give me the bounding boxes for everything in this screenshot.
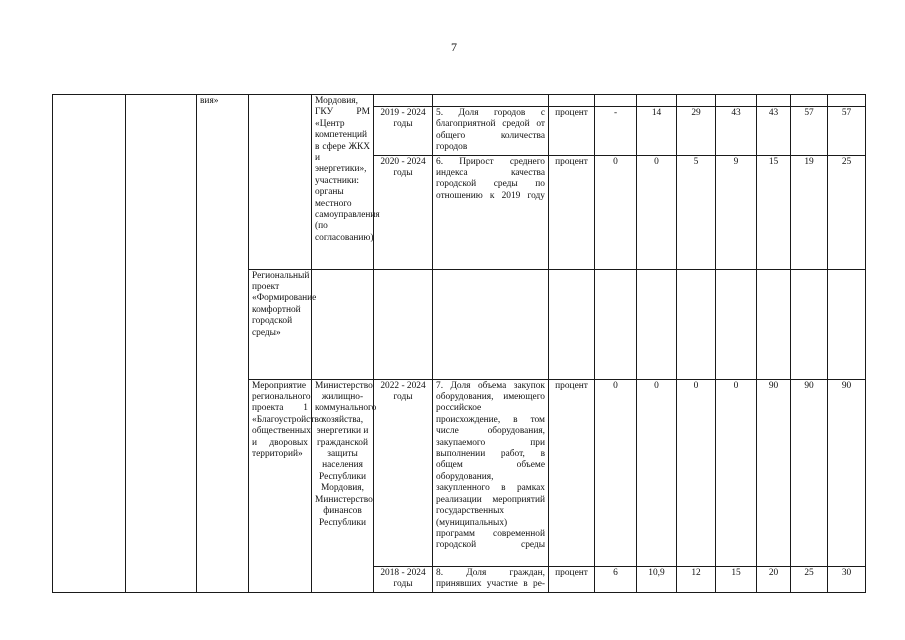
cell-value: - <box>595 107 637 156</box>
cell-col2-blank <box>126 95 197 593</box>
cell-unit: процент <box>549 379 595 566</box>
cell-indicator: 7. Доля объема закупок оборудования, имеющего российское происхождение, в том числе оборудования, закупаемого при выполнении работ, в общем объеме оборудования, закупленного в рамках реализации мероприятий государственных (муниципальных) программ современной городской среды <box>433 379 549 566</box>
cell-value: 0 <box>716 379 757 566</box>
cell-blank <box>433 269 549 379</box>
cell-blank <box>828 269 866 379</box>
cell-blank <box>677 269 716 379</box>
cell-blank <box>757 95 791 107</box>
cell-blank <box>374 269 433 379</box>
cell-value: 14 <box>637 107 677 156</box>
cell-value: 5 <box>677 155 716 269</box>
cell-period: 2022 - 2024 годы <box>374 379 433 566</box>
cell-blank <box>637 269 677 379</box>
cell-value: 57 <box>828 107 866 156</box>
cell-value: 15 <box>757 155 791 269</box>
cell-executors-1: Мордовия, ГКУ РМ «Центр компетенций в сфере ЖКХ и энергетики», участники: органы местного самоуправления (по согласованию) <box>312 95 374 270</box>
cell-value: 90 <box>757 379 791 566</box>
cell-period: 2019 - 2024 годы <box>374 107 433 156</box>
cell-value: 20 <box>757 566 791 592</box>
cell-value: 30 <box>828 566 866 592</box>
cell-blank <box>595 269 637 379</box>
cell-blank <box>716 269 757 379</box>
cell-blank <box>791 269 828 379</box>
cell-value: 10,9 <box>637 566 677 592</box>
cell-blank <box>637 95 677 107</box>
cell-executors-2: Министерство жилищно-коммунального хозяйства, энергетики и гражданской защиты населения Республики Мордовия, Министерство финансов Республики <box>312 379 374 592</box>
cell-period: 2020 - 2024 годы <box>374 155 433 269</box>
cell-blank <box>312 269 374 379</box>
cell-indicator: 6. Прирост среднего индекса качества городской среды по отношению к 2019 году <box>433 155 549 269</box>
cell-value: 29 <box>677 107 716 156</box>
cell-value: 12 <box>677 566 716 592</box>
cell-value: 90 <box>791 379 828 566</box>
cell-value: 0 <box>677 379 716 566</box>
indicators-table <box>52 94 866 593</box>
cell-unit: процент <box>549 155 595 269</box>
cell-blank <box>549 95 595 107</box>
cell-event: Мероприятие регионального проекта 1 «Благоустройство общественных и дворовых территорий» <box>249 379 312 592</box>
cell-value: 6 <box>595 566 637 592</box>
cell-blank <box>374 95 433 107</box>
cell-blank <box>828 95 866 107</box>
cell-blank <box>433 95 549 107</box>
cell-value: 57 <box>791 107 828 156</box>
cell-value: 0 <box>637 155 677 269</box>
cell-value: 43 <box>757 107 791 156</box>
cell-value: 19 <box>791 155 828 269</box>
cell-blank <box>716 95 757 107</box>
cell-col4-blank <box>249 95 312 270</box>
cell-value: 25 <box>791 566 828 592</box>
cell-value: 0 <box>595 155 637 269</box>
page-number: 7 <box>451 40 457 54</box>
cell-col3-continuation: вия» <box>197 95 249 593</box>
cell-value: 43 <box>716 107 757 156</box>
cell-indicator: 5. Доля городов с благоприятной средой от общего количества городов <box>433 107 549 156</box>
cell-blank <box>549 269 595 379</box>
cell-value: 90 <box>828 379 866 566</box>
cell-value: 9 <box>716 155 757 269</box>
cell-unit: процент <box>549 107 595 156</box>
cell-regional-project: Региональный проект «Формирование комфортной городской среды» <box>249 269 312 379</box>
cell-period: 2018 - 2024 годы <box>374 566 433 592</box>
cell-blank <box>677 95 716 107</box>
cell-value: 15 <box>716 566 757 592</box>
table-row <box>53 95 866 107</box>
cell-indicator: 8. Доля граждан, принявших участие в ре- <box>433 566 549 592</box>
cell-value: 0 <box>595 379 637 566</box>
cell-blank <box>757 269 791 379</box>
cell-unit: процент <box>549 566 595 592</box>
cell-blank <box>595 95 637 107</box>
cell-col1-blank <box>53 95 126 593</box>
cell-value: 0 <box>637 379 677 566</box>
cell-blank <box>791 95 828 107</box>
cell-value: 25 <box>828 155 866 269</box>
